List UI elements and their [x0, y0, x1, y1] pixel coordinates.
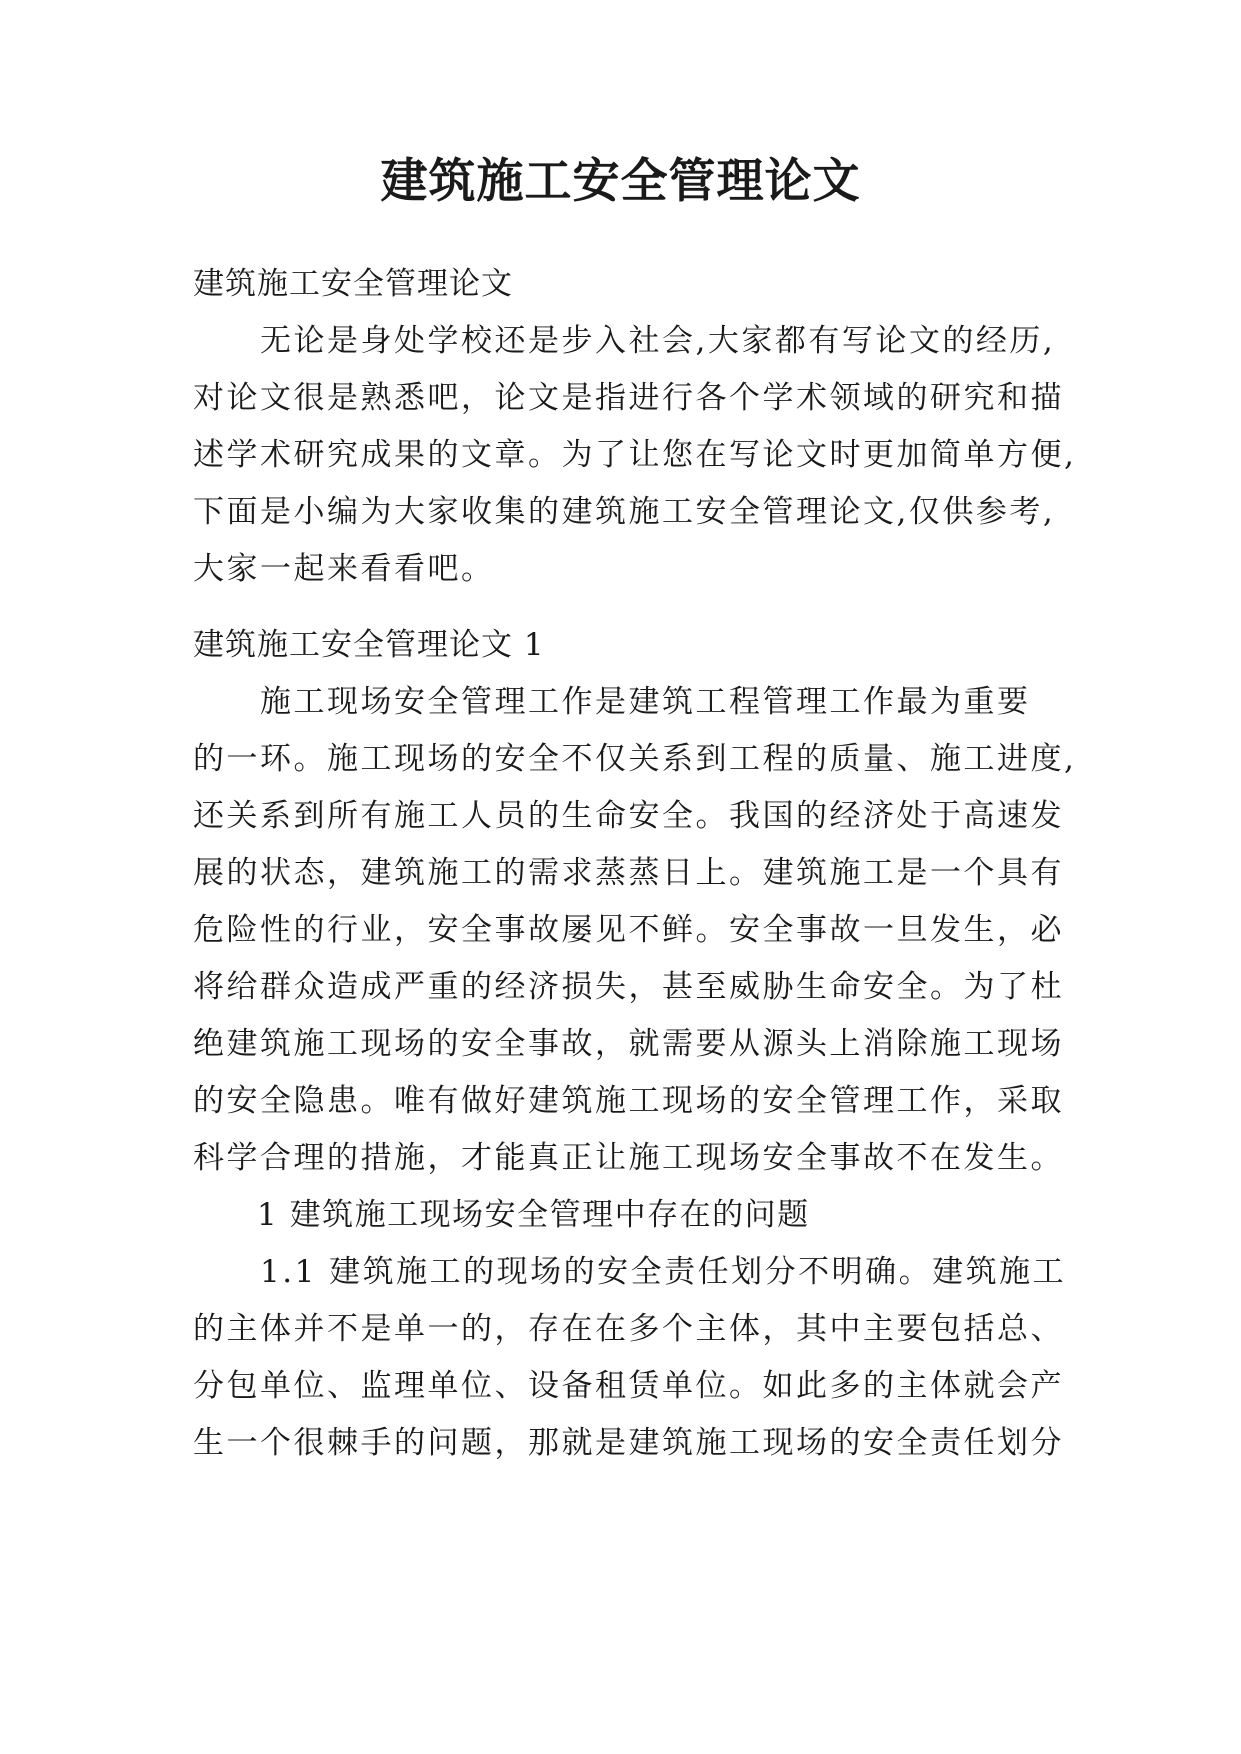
- intro-heading: 建筑施工安全管理论文: [193, 266, 513, 302]
- intro-line-3: 述学术研究成果的文章。为了让您在写论文时更加简单方便,: [193, 437, 1077, 473]
- section-1-line-1: 施工现场安全管理工作是建筑工程管理工作最为重要: [193, 684, 1031, 720]
- intro-line-1: 无论是身处学校还是步入社会,大家都有写论文的经历,: [193, 323, 1056, 359]
- subsection-paragraph: [193, 1244, 1067, 1472]
- subsection-line-4: 生一个很棘手的问题，那就是建筑施工现场的安全责任划分: [193, 1425, 1064, 1461]
- section-1-line-6: 将给群众造成严重的经济损失，甚至威胁生命安全。为了杜: [193, 969, 1064, 1005]
- intro-line-5: 大家一起来看看吧。: [193, 551, 495, 587]
- document-title: 建筑施工安全管理论文: [380, 154, 861, 209]
- section-1-line-3: 还关系到所有施工人员的生命安全。我国的经济处于高速发: [193, 798, 1064, 834]
- subsection-line-1: 1.1 建筑施工的现场的安全责任划分不明确。建筑施工: [193, 1254, 1067, 1290]
- intro-line-4: 下面是小编为大家收集的建筑施工安全管理论文,仅供参考,: [193, 494, 1056, 530]
- subsection-line-2: 的主体并不是单一的，存在在多个主体，其中主要包括总、: [193, 1311, 1064, 1347]
- section-1-line-9: 科学合理的措施，才能真正让施工现场安全事故不在发生。: [193, 1140, 1064, 1176]
- section-1-line-5: 危险性的行业，安全事故屡见不鲜。安全事故一旦发生，必: [193, 912, 1064, 948]
- section-1-line-2: 的一环。施工现场的安全不仅关系到工程的质量、施工进度,: [193, 741, 1077, 777]
- section-1-line-4: 展的状态，建筑施工的需求蒸蒸日上。建筑施工是一个具有: [193, 855, 1064, 891]
- section-1-heading: 建筑施工安全管理论文 1: [193, 627, 545, 663]
- intro-line-2: 对论文很是熟悉吧，论文是指进行各个学术领域的研究和描: [193, 380, 1064, 416]
- section-1-line-7: 绝建筑施工现场的安全事故，就需要从源头上消除施工现场: [193, 1026, 1064, 1062]
- subsection-heading: 1 建筑施工现场安全管理中存在的问题: [257, 1197, 810, 1233]
- section-1-paragraph: [193, 674, 1077, 1187]
- section-1-line-8: 的安全隐患。唯有做好建筑施工现场的安全管理工作，采取: [193, 1083, 1064, 1119]
- subsection-line-3: 分包单位、监理单位、设备租赁单位。如此多的主体就会产: [193, 1368, 1064, 1404]
- intro-paragraph: [193, 313, 1077, 598]
